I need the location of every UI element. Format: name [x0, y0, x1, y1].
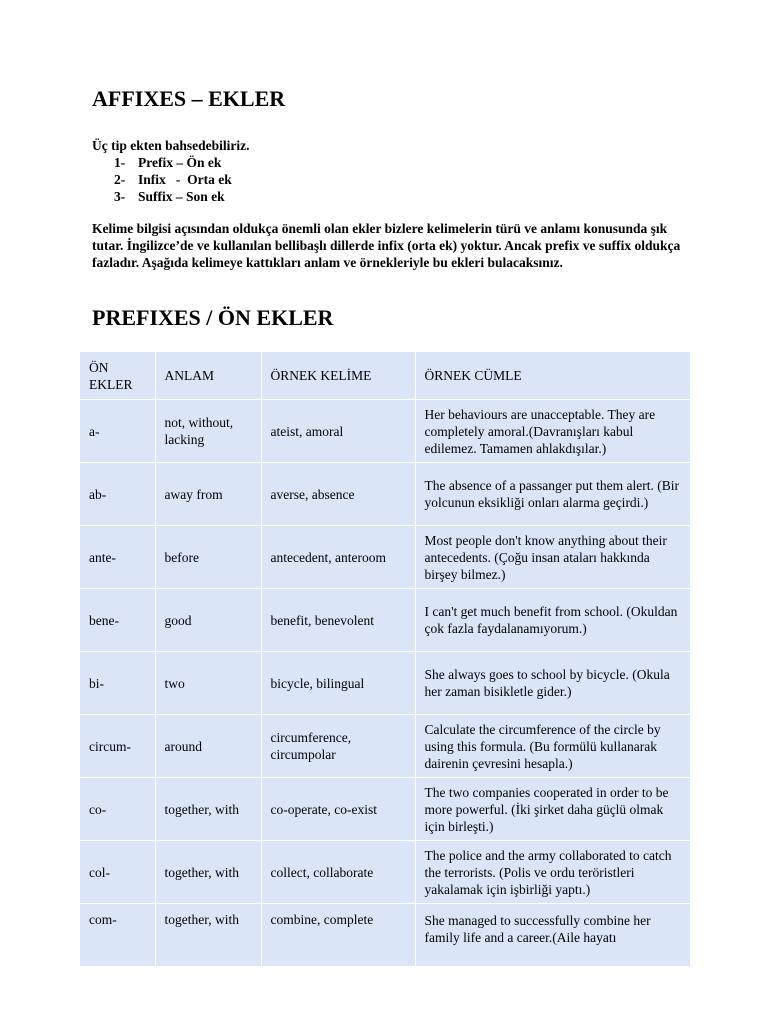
cell-prefix: bi- [80, 652, 155, 715]
cell-meaning: around [155, 715, 261, 778]
cell-example-sentence: The absence of a passanger put them alert. (Bir yolcunun eksikliği onları alarma geçirdi.) [415, 463, 690, 526]
cell-meaning: together, with [155, 904, 261, 967]
cell-example-sentence: I can't get much benefit from school. (Okuldan çok fazla faydalanamıyorum.) [415, 589, 690, 652]
cell-example-word: benefit, benevolent [261, 589, 415, 652]
affix-types-list [114, 154, 232, 205]
cell-meaning: together, with [155, 778, 261, 841]
cell-example-word: averse, absence [261, 463, 415, 526]
list-number: 1- [114, 155, 126, 170]
cell-example-word: ateist, amoral [261, 400, 415, 463]
cell-prefix: ab- [80, 463, 155, 526]
table-row [80, 400, 690, 463]
cell-example-sentence: The two companies cooperated in order to be more powerful. (İki şirket daha güçlü olmak için birleşti.) [415, 778, 690, 841]
cell-prefix: ante- [80, 526, 155, 589]
cell-prefix: com- [80, 904, 155, 967]
cell-prefix: a- [80, 400, 155, 463]
cell-prefix: bene- [80, 589, 155, 652]
list-number: 3- [114, 189, 126, 204]
list-item [114, 188, 232, 205]
column-header-meaning: ANLAM [155, 352, 261, 400]
list-text: Prefix – Ön ek [138, 155, 222, 170]
table-row [80, 463, 690, 526]
cell-prefix: col- [80, 841, 155, 904]
cell-example-word: co-operate, co-exist [261, 778, 415, 841]
table-header-row [80, 352, 690, 400]
list-text: Suffix – Son ek [138, 189, 225, 204]
cell-example-sentence: Her behaviours are unacceptable. They are completely amoral.(Davranışları kabul edilemez. Tamamen ahlakdışılar.) [415, 400, 690, 463]
cell-example-word: circumference, circumpolar [261, 715, 415, 778]
table-row [80, 904, 690, 967]
table-row [80, 715, 690, 778]
cell-prefix: co- [80, 778, 155, 841]
table-row [80, 589, 690, 652]
table-row [80, 526, 690, 589]
intro-text: Üç tip ekten bahsedebiliriz. [92, 138, 250, 153]
cell-example-sentence: She always goes to school by bicycle. (Okula her zaman bisikletle gider.) [415, 652, 690, 715]
cell-meaning: two [155, 652, 261, 715]
cell-example-sentence: She managed to successfully combine her family life and a career.(Aile hayatı [415, 904, 690, 967]
table-row [80, 652, 690, 715]
list-item [114, 154, 232, 171]
prefix-table-container [80, 352, 690, 966]
cell-example-sentence: Calculate the circumference of the circle by using this formula. (Bu formülü kullanarak dairenin çevresini hesapla.) [415, 715, 690, 778]
cell-example-sentence: The police and the army collaborated to catch the terrorists. (Polis ve ordu teröristleri yakalamak için işbirliği yaptı.) [415, 841, 690, 904]
cell-meaning: good [155, 589, 261, 652]
explanation-paragraph: Kelime bilgisi açısından oldukça önemli olan ekler bizlere kelimelerin türü ve anlamı konusunda şık tutar. İngilizce’de ve kullanılan bellibaşlı dillerde infix (orta ek) yoktur. Ancak prefix ve suffix oldukça fazladır. Aşağıda kelimeye kattıkları anlam ve örnekleriyle bu ekleri bulacaksınız. [92, 221, 681, 270]
document-title: AFFIXES – EKLER [92, 86, 286, 111]
table-row [80, 778, 690, 841]
cell-example-sentence: Most people don't know anything about their antecedents. (Çoğu insan ataları hakkında birşey bilmez.) [415, 526, 690, 589]
list-number: 2- [114, 172, 126, 187]
cell-example-word: antecedent, anteroom [261, 526, 415, 589]
cell-example-word: bicycle, bilingual [261, 652, 415, 715]
cell-meaning: together, with [155, 841, 261, 904]
table-row [80, 841, 690, 904]
cell-prefix: circum- [80, 715, 155, 778]
cell-example-word: combine, complete [261, 904, 415, 967]
section-title: PREFIXES / ÖN EKLER [92, 305, 334, 330]
cell-example-word: collect, collaborate [261, 841, 415, 904]
list-item [114, 171, 232, 188]
cell-meaning: before [155, 526, 261, 589]
column-header-prefix: ÖN EKLER [80, 352, 155, 400]
prefix-table [80, 352, 690, 966]
cell-meaning: away from [155, 463, 261, 526]
column-header-example-sentence: ÖRNEK CÜMLE [415, 352, 690, 400]
list-text: Infix - Orta ek [138, 172, 232, 187]
column-header-example-word: ÖRNEK KELİME [261, 352, 415, 400]
cell-meaning: not, without, lacking [155, 400, 261, 463]
